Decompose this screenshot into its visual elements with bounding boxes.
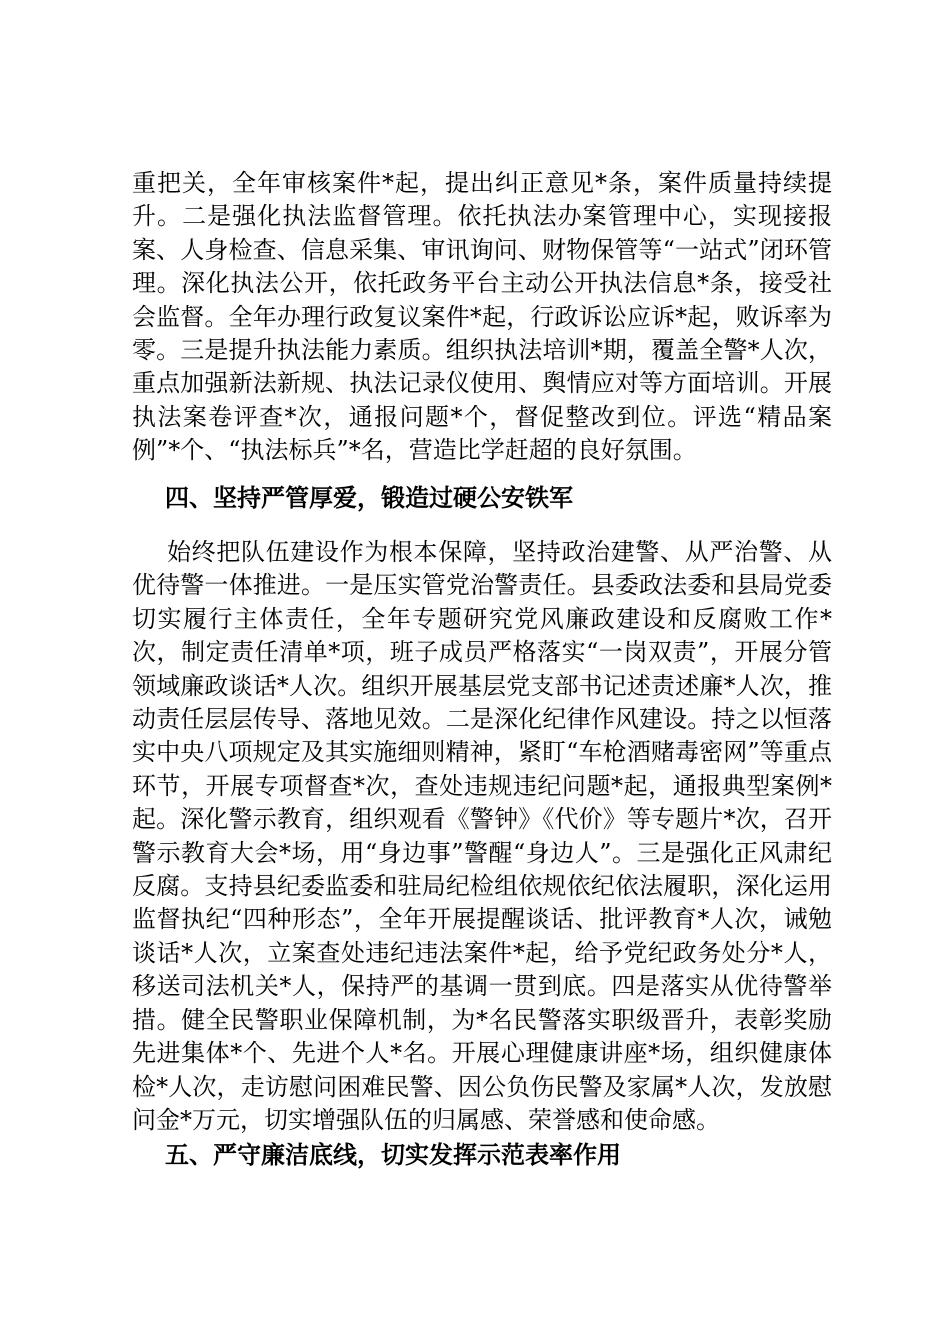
section-4-heading: 四、坚持严管厚爱，锻造过硬公安铁军 [165,484,573,512]
section-5-heading: 五、严守廉洁底线，切实发挥示范表率作用 [165,1141,621,1169]
paragraph-continued: 重把关，全年审核案件*起，提出纠正意见*条，案件质量持续提升。二是强化执法监督管理。依托执法办案管理中心，实现接报案、人身检查、信息采集、审讯询问、财物保管等“一站式”闭环管理。深化执法公开，依托政务平台主动公开执法信息*条，接受社会监督。全年办理行政复议案件*起，行政诉讼应诉*起，败诉率为零。三是提升执法能力素质。组织执法培训*期，覆盖全警*人次，重点加强新法新规、执法记录仪使用、舆情应对等方面培训。开展执法案卷评查*次，通报问题*个，督促整改到位。评选“精品案例”*个、“执法标兵”*名，营造比学赶超的良好氛围。 [132,169,832,465]
section-4-paragraph: 始终把队伍建设作为根本保障，坚持政治建警、从严治警、从优待警一体推进。一是压实管党治警责任。县委政法委和县局党委切实履行主体责任，全年专题研究党风廉政建设和反腐败工作*次，制定责任清单*项，班子成员严格落实“一岗双责”，开展分管领域廉政谈话*人次。组织开展基层党支部书记述责述廉*人次，推动责任层层传导、落地见效。二是深化纪律作风建设。持之以恒落实中央八项规定及其实施细则精神，紧盯“车枪酒赌毒密网”等重点环节，开展专项督查*次，查处违规违纪问题*起，通报典型案例*起。深化警示教育，组织观看《警钟》《代价》等专题片*次，召开警示教育大会*场，用“身边事”警醒“身边人”。三是强化正风肃纪反腐。支持县纪委监委和驻局纪检组依规依纪依法履职，深化运用监督执纪“四种形态”，全年开展提醒谈话、批评教育*人次，诫勉谈话*人次，立案查处违纪违法案件*起，给予党纪政务处分*人，移送司法机关*人，保持严的基调一贯到底。四是落实从优待警举措。健全民警职业保障机制，为*名民警落实职级晋升，表彰奖励先进集体*个、先进个人*名。开展心理健康讲座*场，组织健康体检*人次，走访慰问困难民警、因公负伤民警及家属*人次，发放慰问金*万元，切实增强队伍的归属感、荣誉感和使命感。 [132,538,832,1134]
